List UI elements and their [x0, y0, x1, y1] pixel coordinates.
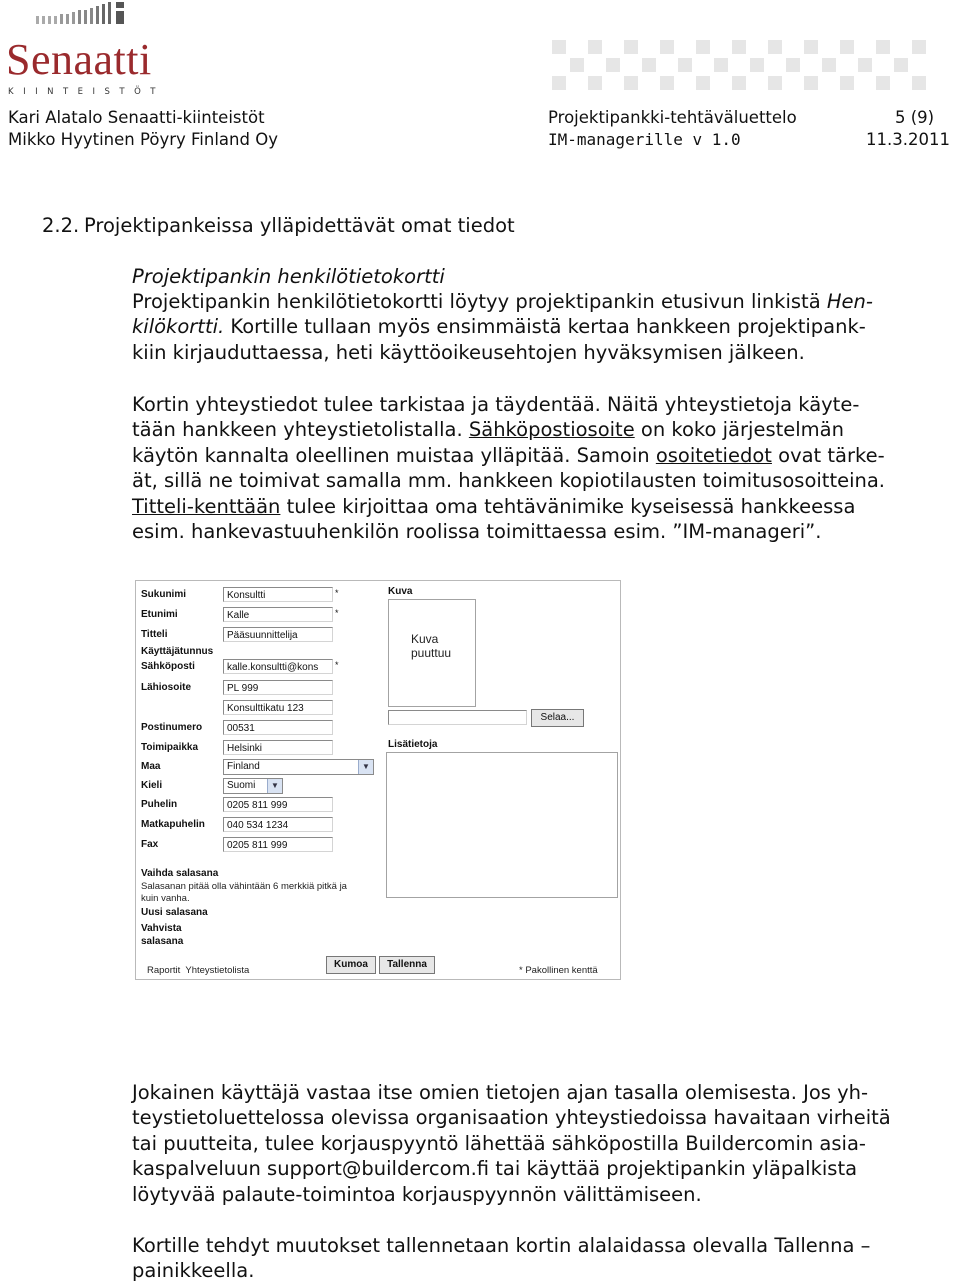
input-lahiosoite-1[interactable]: PL 999: [223, 680, 333, 695]
label-vaihda-salasana: Vaihda salasana: [141, 868, 219, 879]
address-term: osoitetiedot: [655, 443, 772, 467]
label-postinumero: Postinumero: [141, 722, 203, 733]
label-vahvista: Vahvista: [141, 923, 182, 934]
input-sahkoposti[interactable]: kalle.konsultti@kons: [223, 659, 333, 674]
label-puhelin: Puhelin: [141, 799, 178, 810]
label-kayttajatunnus: Käyttäjätunnus: [141, 646, 214, 657]
footer-links[interactable]: Raportit Yhteystietolista: [147, 965, 250, 976]
required-note: * Pakollinen kenttä: [519, 965, 598, 976]
input-toimipaikka[interactable]: Helsinki: [223, 740, 333, 755]
email-term: Sähköpostiosoite: [468, 418, 635, 442]
input-fax[interactable]: 0205 811 999: [223, 837, 333, 852]
header-author-2: Mikko Hyytinen Pöyry Finland Oy: [8, 130, 278, 149]
select-kieli[interactable]: Suomi ▼: [223, 778, 283, 794]
input-puhelin[interactable]: 0205 811 999: [223, 797, 333, 812]
subheading: Projektipankin henkilötietokortti: [132, 265, 445, 288]
label-lisatietoja: Lisätietoja: [388, 739, 438, 750]
paragraph-1: Projektipankin henkilötietokortti löytyy projektipankin etusivun linkistä Hen- kilökortti. Kortille tullaan myös ensimmäistä kertaa hankkeen projektipank- kiin kirjauduttaessa, heti käyttöoikeusehtojen hyväksymisen jälkeen.: [132, 290, 873, 364]
input-titteli[interactable]: Pääsuunnittelija: [223, 627, 333, 642]
cancel-button[interactable]: Kumoa: [326, 956, 376, 974]
header-author-1: Kari Alatalo Senaatti-kiinteistöt: [8, 108, 265, 127]
photo-placeholder: Kuva puuttuu: [388, 599, 476, 707]
input-matkapuhelin[interactable]: 040 534 1234: [223, 817, 333, 832]
select-maa[interactable]: Finland ▼: [223, 759, 374, 775]
input-etunimi[interactable]: Kalle: [223, 607, 333, 622]
save-button[interactable]: Tallenna: [379, 956, 435, 974]
paragraph-4: Kortille tehdyt muutokset tallennetaan kortin alalaidassa olevalla Tallenna – painikkeella.: [132, 1234, 871, 1283]
person-card-form-screenshot: Sukunimi Etunimi Titteli Käyttäjätunnus Sähköposti Lähiosoite Postinumero Toimipaikka Maa Kieli Puhelin Matkapuhelin Fax Konsultti * Kalle * Pääsuunnittelija kalle.konsultti@kons * PL 999 Konsulttikatu 123 00531 Helsinki Finland ▼ Suomi ▼ 0205 811 999 040 534 1234 0205 811 999 Kuva Kuva puuttuu Selaa... Lisätietoja Vaihda salasana Salasanan pitää olla vähintään 6 merkkiä pitkä ja kuin vanha. Uusi salasana Vahvista salasana Raportit Yhteystietolista Kumoa Tallenna * Pakollinen kenttä: [135, 580, 621, 980]
logo: [6, 2, 196, 102]
chevron-down-icon: ▼: [358, 760, 373, 774]
label-kuva: Kuva: [388, 586, 413, 597]
logo-wordmark: Senaatti: [6, 35, 152, 84]
password-note: Salasanan pitää olla vähintään 6 merkkiä pitkä ja kuin vanha.: [141, 881, 347, 904]
label-lahiosoite: Lähiosoite: [141, 682, 192, 693]
browse-button[interactable]: Selaa...: [531, 709, 584, 727]
label-salasana: salasana: [141, 936, 184, 947]
logo-subtitle: KIINTEISTÖT: [8, 87, 165, 97]
section-number: 2.2.: [42, 214, 80, 237]
paragraph-3: Jokainen käyttäjä vastaa itse omien tietojen ajan tasalla olemisesta. Jos yh- teystietoluettelossa olevissa organisaation yhteystiedoissa havaitaan virheitä tai puutteita, tulee korjauspyyntö lähettää sähköpostilla Buildercomin asia- kaspalveluun support@buildercom.fi tai käyttää projektipankin yläpalkista löytyvää palaute-toimintoa korjauspyynnön välittämiseen.: [132, 1081, 891, 1206]
section-title: Projektipankeissa ylläpidettävät omat tiedot: [84, 214, 515, 237]
label-uusi-salasana: Uusi salasana: [141, 907, 208, 918]
label-fax: Fax: [141, 839, 159, 850]
label-titteli: Titteli: [141, 629, 168, 640]
photo-file-input[interactable]: [388, 710, 527, 725]
label-maa: Maa: [141, 761, 161, 772]
title-field-term: Titteli-kenttään: [132, 494, 281, 518]
logo-bars-icon: [36, 2, 136, 38]
label-sahkoposti: Sähköposti: [141, 661, 195, 672]
notes-textarea[interactable]: [386, 752, 618, 898]
header-decoration: [540, 30, 960, 100]
label-matkapuhelin: Matkapuhelin: [141, 819, 205, 830]
label-kieli: Kieli: [141, 780, 163, 791]
header-date: 11.3.2011: [866, 130, 950, 149]
chevron-down-icon: ▼: [267, 779, 282, 793]
paragraph-2: Kortin yhteystiedot tulee tarkistaa ja täydentää. Näitä yhteystietoja käyte- tään hankkeen yhteystietolistalla. Sähköpostiosoite on koko järjestelmän käytön kannalta oleellinen muistaa ylläpitää. Samoin osoitetiedot ovat tärke- ät, sillä ne toimivat samalla mm. hankkeen kopiotilausten toimitusosoitteina. Titteli-kenttään tulee kirjoittaa oma tehtävänimike kyseisessä hankkeessa esim. hankevastuuhenkilön roolissa toimittaessa esim. ”IM-manageri”.: [132, 393, 886, 544]
header-page-number: 5 (9): [895, 108, 935, 127]
label-toimipaikka: Toimipaikka: [141, 742, 199, 753]
input-postinumero[interactable]: 00531: [223, 720, 333, 735]
label-etunimi: Etunimi: [141, 609, 178, 620]
input-lahiosoite-2[interactable]: Konsulttikatu 123: [223, 700, 333, 715]
input-sukunimi[interactable]: Konsultti: [223, 587, 333, 602]
label-sukunimi: Sukunimi: [141, 589, 187, 600]
header-doc-version: IM-managerille v 1.0: [548, 130, 741, 149]
header-doc-title: Projektipankki-tehtäväluettelo: [548, 108, 797, 127]
